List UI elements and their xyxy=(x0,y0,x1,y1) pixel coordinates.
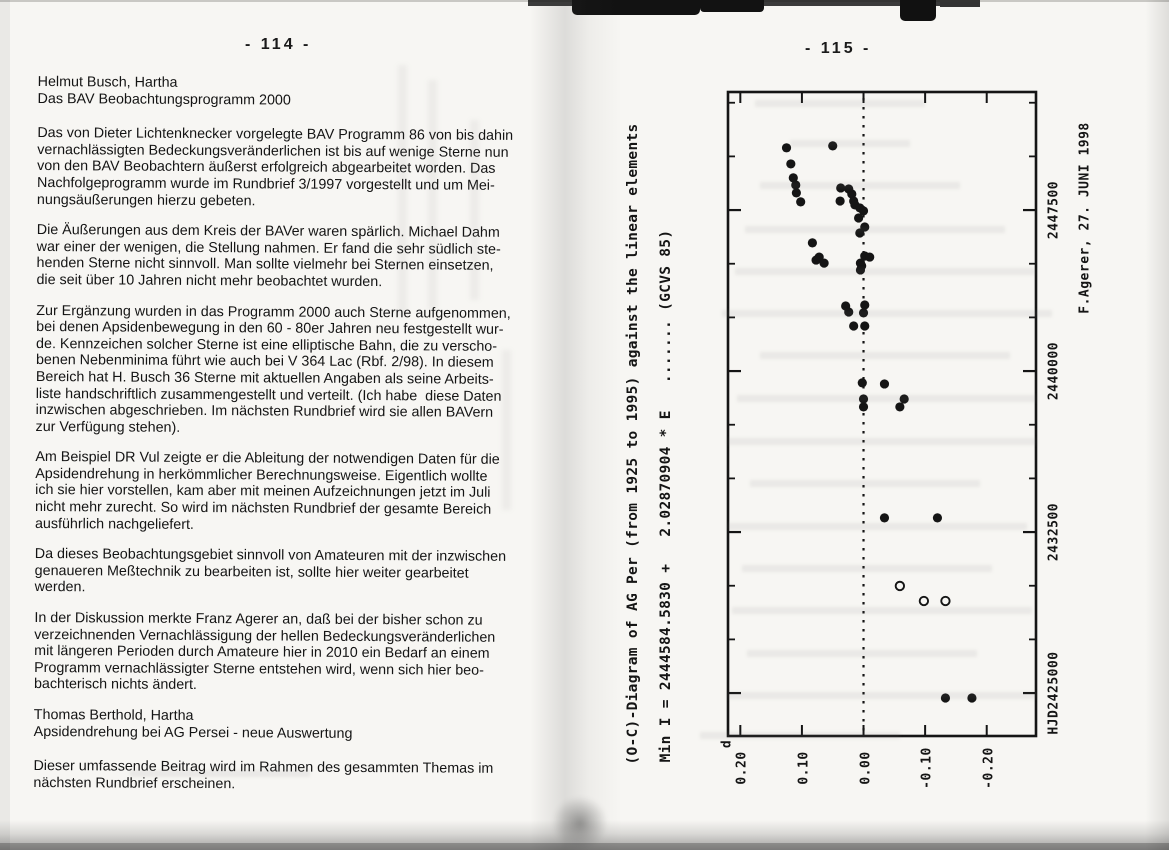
data-point-filled xyxy=(854,213,863,222)
data-point-filled xyxy=(855,228,864,237)
chart-subtitle-elements: Min I = 2444584.5830 + 2.02870904 * E ....... (GCVS 85) xyxy=(658,229,674,763)
article-paragraph: Zur Ergänzung wurden in das Programm 2000 auch Sterne aufgenommen, bei denen Apsidenbewegung in den 60 - 80er Jahren neu festgestellt wur- de. Kennzeichen solcher Sterne ist eine elliptische Bahn, die zu verscho- benen Nebenminima führt wie auch bei V 364 Lac (Rbf. 2/98). In diesem Bereich hat H. Busch 36 Sterne mit aktuellen Angaben als seine Arbeits- liste handschriftlich zusammengestellt und verteilt. (Ich habe diese Daten inzwischen abgeschrieben. Im nächsten Rundbrief wird sie allen BAVern zur Verfügung stehen). xyxy=(35,302,511,436)
article-closing-paragraph: Dieser umfassende Beitrag wird im Rahmen des gesammten Themas im nächsten Rundbrief erscheinen. xyxy=(33,758,494,793)
data-point-filled xyxy=(828,141,837,150)
data-point-filled xyxy=(895,402,904,411)
oc-tick-label: 0.00 xyxy=(858,751,874,785)
data-point-filled xyxy=(844,307,853,316)
data-point-filled xyxy=(865,252,874,261)
oc-tick-label: 0.10 xyxy=(796,751,812,785)
hjd-tick-label: 2447500 xyxy=(1046,180,1062,240)
article-paragraph: In der Diskussion merkte Franz Agerer an, daß bei der bisher schon zu verzeichnenden Vernachlässigung der hellen Bedeckungsveränderlichen mit längeren Perioden durch Amateure hier in 2010 ein Bedarf an einem Programm vernachlässigter Sterne entstehen wird, wenn sich hier beo- bachterisch nichts ändert. xyxy=(33,610,496,694)
hjd-tick-label: 2432500 xyxy=(1046,502,1062,562)
data-point-open xyxy=(941,597,949,605)
data-point-filled xyxy=(933,513,942,522)
data-point-filled xyxy=(880,513,889,522)
oc-tick-label: 0.20 xyxy=(734,751,750,785)
data-point-filled xyxy=(860,321,869,330)
data-point-open xyxy=(896,582,904,590)
data-point-open xyxy=(920,597,928,605)
data-point-filled xyxy=(858,378,867,387)
data-point-filled xyxy=(791,180,800,189)
data-point-filled xyxy=(967,693,976,702)
hjd-tick-label: HJD2425000 xyxy=(1046,651,1062,735)
data-point-filled xyxy=(859,402,868,411)
plot-frame xyxy=(728,92,1036,736)
data-point-filled xyxy=(860,300,869,309)
data-point-filled xyxy=(856,265,865,274)
chart-title: (O-C)-Diagram of AG Per (from 1925 to 1995) against the linear elements xyxy=(625,123,641,765)
data-point-filled xyxy=(836,183,845,192)
data-point-filled xyxy=(836,196,845,205)
right-page-number: - 115 - xyxy=(805,40,872,57)
data-point-filled xyxy=(859,394,868,403)
left-page-number: - 114 - xyxy=(245,36,312,53)
oc-tick-label: -0.20 xyxy=(981,747,997,789)
attribution-label: F.Agerer, 27. JUNI 1998 xyxy=(1077,122,1093,314)
hjd-tick-label: 2440000 xyxy=(1046,341,1062,401)
data-point-filled xyxy=(941,693,950,702)
data-point-filled xyxy=(786,159,795,168)
data-point-filled xyxy=(859,308,868,317)
data-point-filled xyxy=(811,255,820,264)
data-point-filled xyxy=(782,143,791,152)
oc-tick-label: -0.10 xyxy=(919,747,935,789)
article-author-heading: Helmut Busch, Hartha Das BAV Beobachtungsprogramm 2000 xyxy=(37,73,291,109)
axis-unit-label: d xyxy=(719,739,735,749)
data-point-filled xyxy=(819,258,828,267)
data-point-filled xyxy=(880,379,889,388)
data-point-filled xyxy=(792,188,801,197)
data-point-filled xyxy=(900,394,909,403)
data-point-filled xyxy=(808,238,817,247)
data-point-filled xyxy=(849,321,858,330)
article-paragraph: Die Äußerungen aus dem Kreis der BAVer waren spärlich. Michael Dahm war einer der wenigen, die Stellung nahmen. Er fand die sehr südlich ste- henden Sterne nicht sinnvoll. Man sollte vielmehr bei Sternen einsetzen, die seit über 10 Jahren nicht mehr beobachtet wurden. xyxy=(36,222,501,291)
data-point-filled xyxy=(796,197,805,206)
second-article-author-heading: Thomas Berthold, Hartha Apsidendrehung bei AG Persei - neue Auswertung xyxy=(33,706,353,742)
article-paragraph: Das von Dieter Lichtenknecker vorgelegte BAV Programm 86 von bis dahin vernachlässigten Bedeckungsveränderlichen ist bis auf wenige Sterne nun von den BAV Beobachtern äußerst erfolgreich abgearbeitet worden. Das Nachfolgeprogramm wurde im Rundbrief 3/1997 vorgestellt und um Mei- nungsäußerungen hierzu gebeten. xyxy=(36,125,514,209)
article-paragraph: Am Beispiel DR Vul zeigte er die Ableitung der notwendigen Daten für die Apsidendrehung in herkömmlicher Berechnungsweise. Eigentlich wollte ich sie hier vorstellen, kam aber mit meinen Aufzeichnungen jetzt im Juli nicht mehr zurecht. So wird im nächsten Rundbrief der gesamte Bereich ausführlich nachgeliefert. xyxy=(34,449,500,533)
article-paragraph: Da dieses Beobachtungsgebiet sinnvoll von Amateuren mit der inzwischen genaueren Meßtechnik zu bearbeiten ist, sollte hier weiter gearbeitet werden. xyxy=(34,546,507,596)
